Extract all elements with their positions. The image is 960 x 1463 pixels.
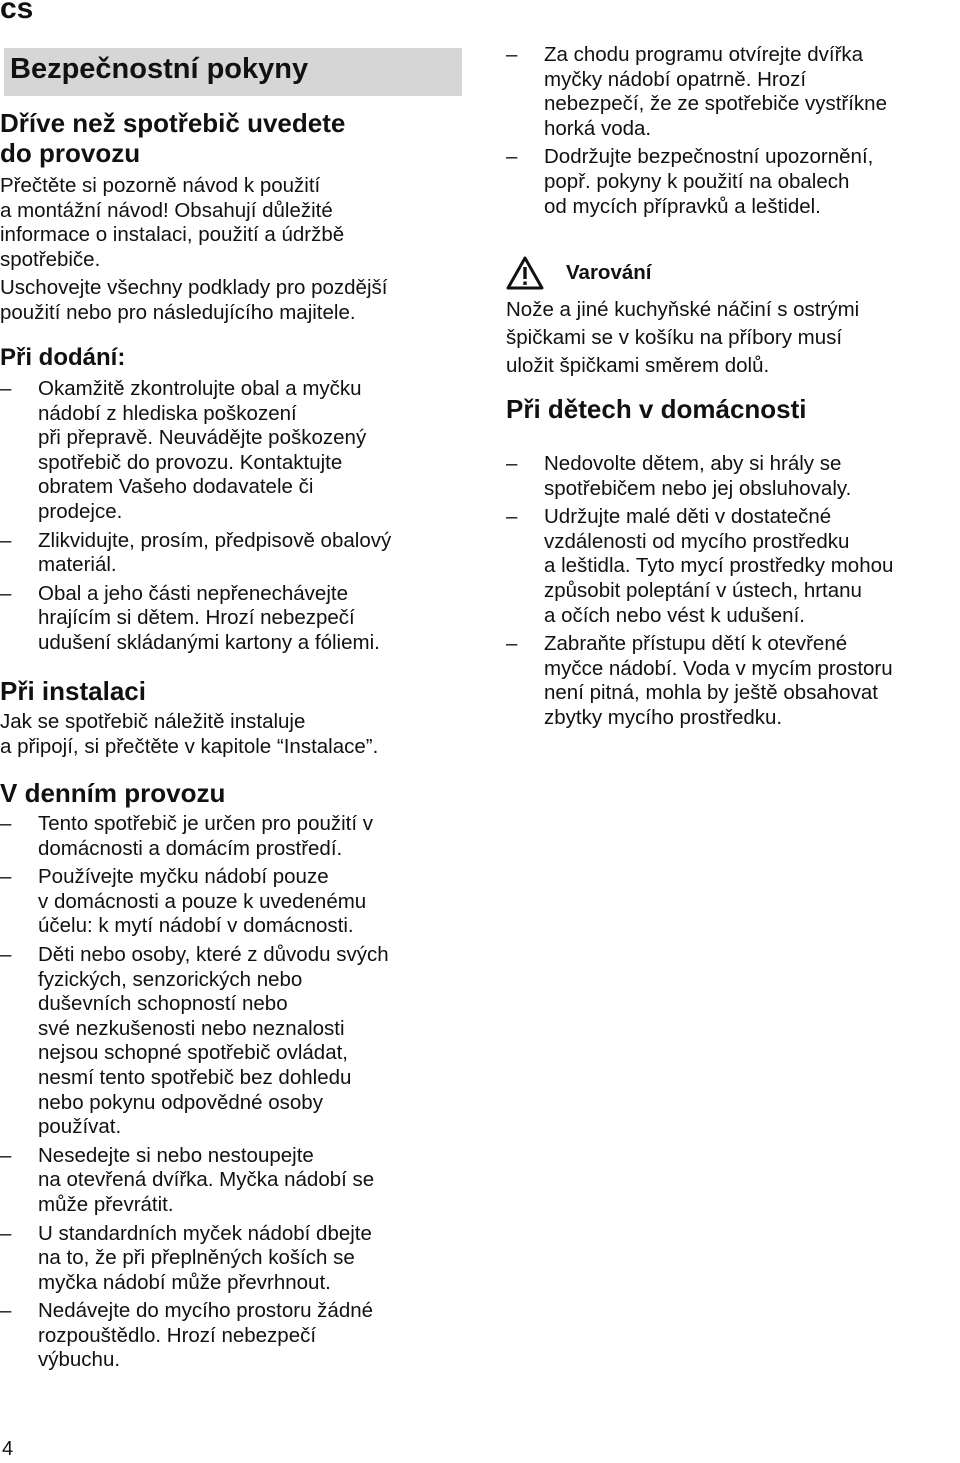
- right-column: [506, 43, 960, 223]
- list-item: – Za chodu programu otvírejte dvířka myčky nádobí opatrně. Hrozí nebezpečí, že ze spotřebiče vystříkne horká voda.: [506, 43, 960, 141]
- install-heading: Při instalaci: [0, 676, 146, 706]
- delivery-section: [0, 343, 470, 660]
- children-list: [506, 452, 960, 731]
- warning-triangle-icon: [506, 256, 544, 290]
- top-list: [506, 43, 960, 219]
- language-code: cs: [0, 0, 34, 25]
- intro-heading: Dříve než spotřebič uvedete do provozu: [0, 108, 346, 168]
- intro-paragraph-2: Uschovejte všechny podklady pro pozdější použití nebo pro následujícího majitele.: [0, 276, 388, 324]
- list-item: – Okamžitě zkontrolujte obal a myčku nádobí z hlediska poškození při přepravě. Neuvádějte poškozený spotřebič do provozu. Kontaktujte obratem Vašeho dodavatele či prodejce.: [0, 377, 470, 525]
- page-number: 4: [2, 1438, 14, 1460]
- list-item: – Obal a jeho části nepřenechávejte hrajícím si dětem. Hrozí nebezpečí udušení skládanými kartony a fóliemi.: [0, 582, 470, 656]
- delivery-heading: Při dodání:: [0, 344, 126, 371]
- intro-section: [0, 108, 470, 326]
- daily-use-section: [0, 778, 470, 1377]
- install-section: [0, 676, 470, 759]
- warning-text: Nože a jiné kuchyňské náčiní s ostrými špičkami se v košíku na příbory musí uložit špičkami směrem dolů.: [506, 298, 860, 377]
- section-title: Bezpečnostní pokyny: [10, 53, 309, 85]
- list-item: – Používejte myčku nádobí pouze v domácnosti a pouze k uvedenému účelu: k mytí nádobí v domácnosti.: [0, 865, 470, 939]
- list-item: – Nedovolte dětem, aby si hrály se spotřebičem nebo jej obsluhovaly.: [506, 452, 960, 501]
- list-item: – Tento spotřebič je určen pro použití v domácnosti a domácím prostředí.: [0, 812, 470, 861]
- children-heading: Při dětech v domácnosti: [506, 394, 807, 424]
- daily-use-heading: V denním provozu: [0, 778, 226, 808]
- list-item: – Zlikvidujte, prosím, předpisově obalový materiál.: [0, 529, 470, 578]
- list-item: – U standardních myček nádobí dbejte na to, že při přeplněných koších se myčka nádobí může převrhnout.: [0, 1222, 470, 1296]
- list-item: – Dodržujte bezpečnostní upozornění, popř. pokyny k použití na obalech od mycích přípravků a leštidel.: [506, 145, 960, 219]
- list-item: – Nedávejte do mycího prostoru žádné rozpouštědlo. Hrozí nebezpečí výbuchu.: [0, 1299, 470, 1373]
- list-item: – Zabraňte přístupu dětí k otevřené myčce nádobí. Voda v mycím prostoru není pitná, mohla by ještě obsahovat zbytky mycího prostředku.: [506, 632, 960, 730]
- list-item: – Děti nebo osoby, které z důvodu svých fyzických, senzorických nebo duševních schopností nebo své nezkušenosti nebo neznalosti nejsou schopné spotřebič ovládat, nesmí tento spotřebič bez dohledu nebo pokynu odpovědné osoby používat.: [0, 943, 470, 1140]
- children-section: [506, 392, 960, 735]
- warning-box: [506, 256, 960, 380]
- install-paragraph: Jak se spotřebič náležitě instaluje a připojí, si přečtěte v kapitole “Instalace”.: [0, 710, 379, 758]
- list-item: – Nesedejte si nebo nestoupejte na otevřená dvířka. Myčka nádobí se může převrátit.: [0, 1144, 470, 1218]
- warning-title: Varování: [566, 261, 652, 284]
- list-item: – Udržujte malé děti v dostatečné vzdálenosti od mycího prostředku a leštidla. Tyto mycí prostředky mohou způsobit poleptání v ústech, hrtanu a očích nebo vést k udušení.: [506, 505, 960, 628]
- delivery-list: [0, 377, 470, 656]
- daily-use-list: [0, 812, 470, 1373]
- intro-paragraph-1: Přečtěte si pozorně návod k použití a montážní návod! Obsahují důležité informace o instalaci, použití a údržbě spotřebiče.: [0, 174, 345, 271]
